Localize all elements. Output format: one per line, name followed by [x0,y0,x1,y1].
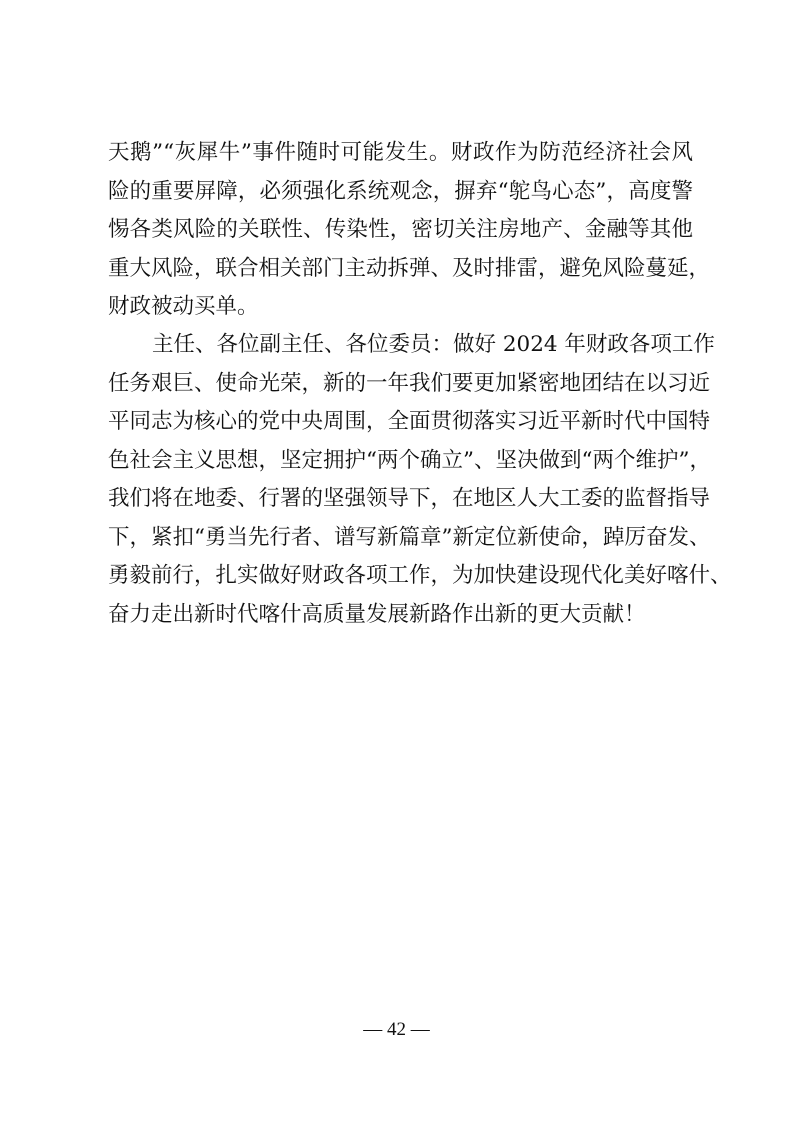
paragraph-line: 勇毅前行，扎实做好财政各项工作，为加快建设现代化美好喀什、 [108,563,732,588]
page-number: — 42 — [363,1019,430,1040]
paragraph-line: 险的重要屏障，必须强化系统观念，摒弃“鸵鸟心态”，高度警 [108,178,693,204]
paragraph-line: 我们将在地委、行署的坚强领导下，在地区人大工委的监督指导 [108,486,711,511]
paragraph-line: 惕各类风险的关联性、传染性，密切关注房地产、金融等其他 [108,217,693,242]
paragraph-line: 财政被动买单。 [108,294,259,319]
paragraph-line: 下，紧扣“勇当先行者、谱写新篇章”新定位新使命，踔厉奋发、 [108,524,711,550]
paragraph-risk-prevention [108,134,711,327]
paragraph-line: 重大风险，联合相关部门主动拆弹、及时排雷，避免风险蔓延， [108,255,711,281]
paragraph-line: 主任、各位副主任、各位委员：做好 2024 年财政各项工作 [152,332,715,357]
paragraph-line: 色社会主义思想，坚定拥护“两个确立”、坚决做到“两个维护”， [108,447,711,473]
paragraph-line: 天鹅”“灰犀牛”事件随时可能发生。财政作为防范经济社会风 [108,140,693,165]
paragraph-line: 平同志为核心的党中央周围，全面贯彻落实习近平新时代中国特 [108,409,711,434]
paragraph-line: 奋力走出新时代喀什高质量发展新路作出新的更大贡献！ [108,601,646,627]
paragraph-line: 任务艰巨、使命光荣，新的一年我们要更加紧密地团结在以习近 [108,370,711,396]
paragraph-closing-address [108,326,732,634]
